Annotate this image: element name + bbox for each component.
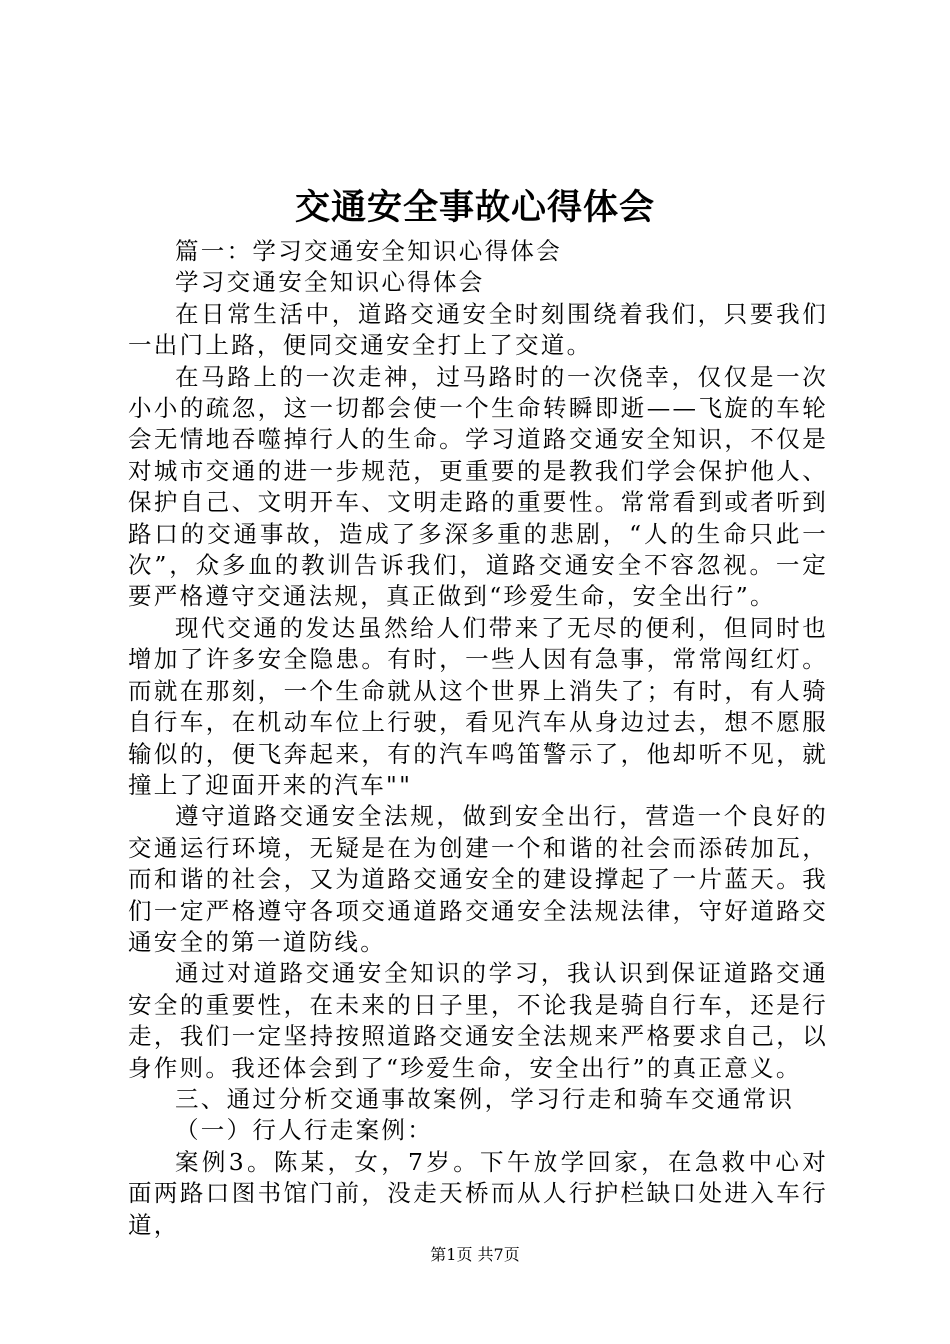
document-body [128,236,828,1241]
paragraph: 案例3。陈某，女，7岁。下午放学回家，在急救中心对面两路口图书馆门前，没走天桥而从人行护栏缺口处进入车行道， [128,1147,828,1239]
paragraph: 通过对道路交通安全知识的学习，我认识到保证道路交通安全的重要性，在未来的日子里，不论我是骑自行车，还是行走，我们一定坚持按照道路交通安全法规来严格要求自己，以身作则。我还体会到了“珍爱生命，安全出行”的真正意义。 [128,959,828,1082]
paragraph: 篇一：学习交通安全知识心得体会 [175,237,562,265]
paragraph: 学习交通安全知识心得体会 [175,268,485,297]
paragraph: 遵守道路交通安全法规，做到安全出行，营造一个良好的交通运行环境，无疑是在为创建一个和谐的社会而添砖加瓦，而和谐的社会，又为道路交通安全的建设撑起了一片蓝天。我们一定严格遵守各项交通道路交通安全法规法律，守好道路交通安全的第一道防线。 [128,802,828,956]
paragraph: 在马路上的一次走神，过马路时的一次侥幸，仅仅是一次小小的疏忽，这一切都会使一个生命转瞬即逝——飞旋的车轮会无情地吞噬掉行人的生命。学习道路交通安全知识，不仅是对城市交通的进一步规范，更重要的是教我们学会保护他人、保护自己、文明开车、文明走路的重要性。常常看到或者听到路口的交通事故，造成了多深多重的悲剧，“人的生命只此一次”，众多血的教训告诉我们，道路交通安全不容忽视。一定要严格遵守交通法规，真正做到“珍爱生命，安全出行”。 [128,362,828,611]
paragraph: 三、通过分析交通事故案例，学习行走和骑车交通常识 [175,1084,795,1113]
paragraph: （一）行人行走案例： [175,1116,433,1145]
document-title: 交通安全事故心得体会 [294,187,655,228]
paragraph: 在日常生活中，道路交通安全时刻围绕着我们，只要我们一出门上路，便同交通安全打上了交道。 [128,299,828,360]
page-number-footer: 第1页 共7页 [430,1245,520,1264]
paragraph: 现代交通的发达虽然给人们带来了无尽的便利，但同时也增加了许多安全隐患。有时，一些人因有急事，常常闯红灯。而就在那刻，一个生命就从这个世界上消失了；有时，有人骑自行车，在机动车位上行驶，看见汽车从身边过去，想不愿服输似的，便飞奔起来，有的汽车鸣笛警示了，他却听不见，就撞上了迎面开来的汽车"" [128,613,828,799]
